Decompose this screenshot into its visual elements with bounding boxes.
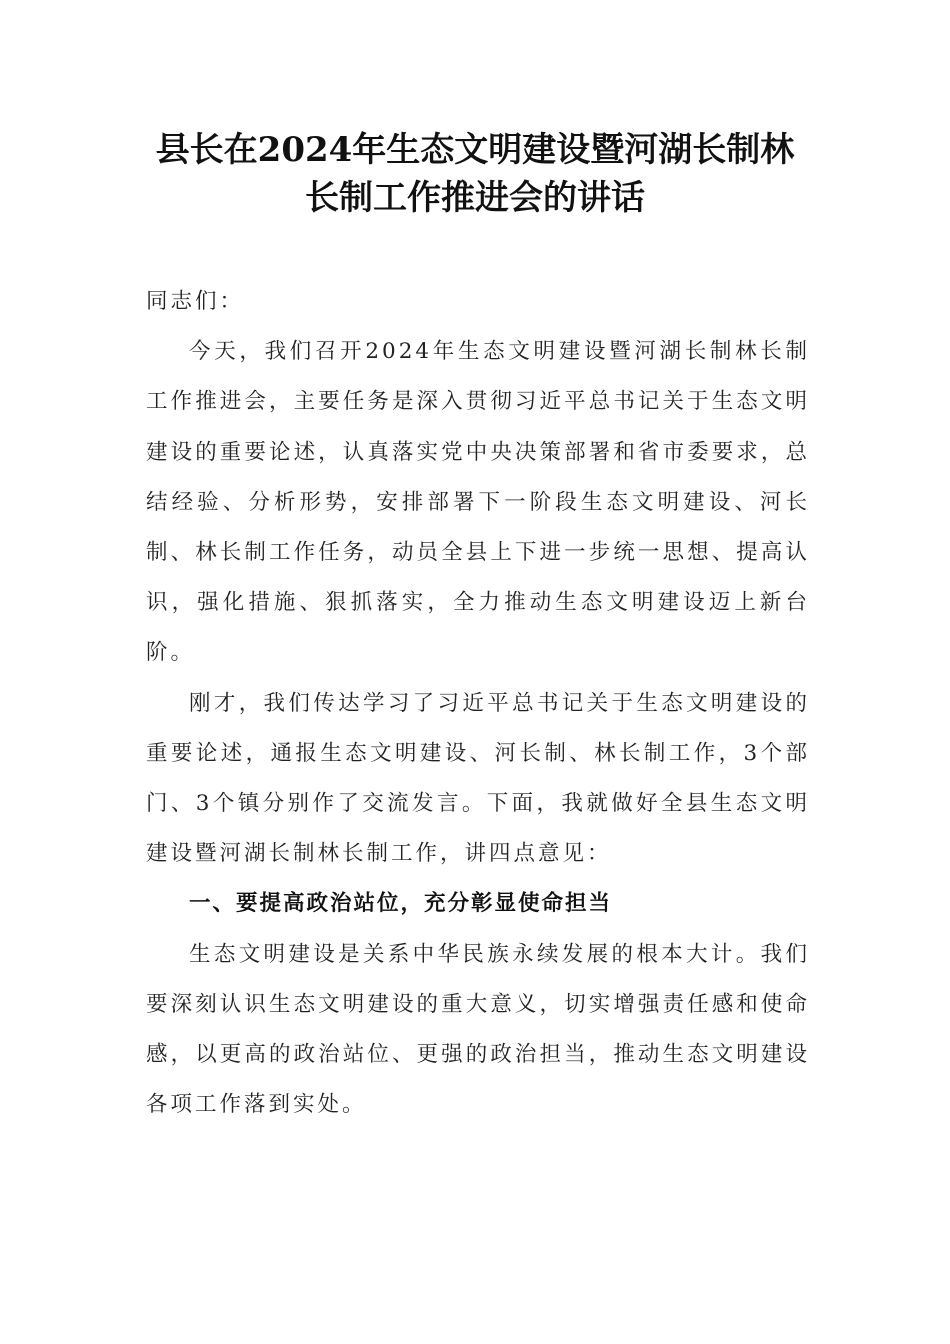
- title-line-1: 县长在2024年生态文明建设暨河湖长制林: [155, 130, 795, 170]
- title-line-2: 长制工作推进会的讲话: [305, 178, 645, 218]
- paragraph-opening: 今天，我们召开2024年生态文明建设暨河湖长制林长制工作推进会，主要任务是深入贯彻习近平总书记关于生态文明建设的重要论述，认真落实党中央决策部署和省市委要求，总结经验、分析形势，安排部署下一阶段生态文明建设、河长制、林长制工作任务，动员全县上下进一步统一思想、提高认识，强化措施、狠抓落实，全力推动生态文明建设迈上新台阶。: [146, 339, 810, 666]
- document-body: [146, 277, 810, 1130]
- section-heading-1: 一、要提高政治站位，充分彰显使命担当: [189, 891, 613, 917]
- paragraph-review: 刚才，我们传达学习了习近平总书记关于生态文明建设的重要论述，通报生态文明建设、河长制、林长制工作，3个部门、3个镇分别作了交流发言。下面，我就做好全县生态文明建设暨河湖长制林长制工作，讲四点意见：: [146, 690, 810, 867]
- document-title: [100, 126, 850, 222]
- salutation: 同志们：: [146, 289, 245, 314]
- section-1-paragraph: 生态文明建设是关系中华民族永续发展的根本大计。我们要深刻认识生态文明建设的重大意义，切实增强责任感和使命感，以更高的政治站位、更强的政治担当，推动生态文明建设各项工作落到实处。: [146, 941, 810, 1118]
